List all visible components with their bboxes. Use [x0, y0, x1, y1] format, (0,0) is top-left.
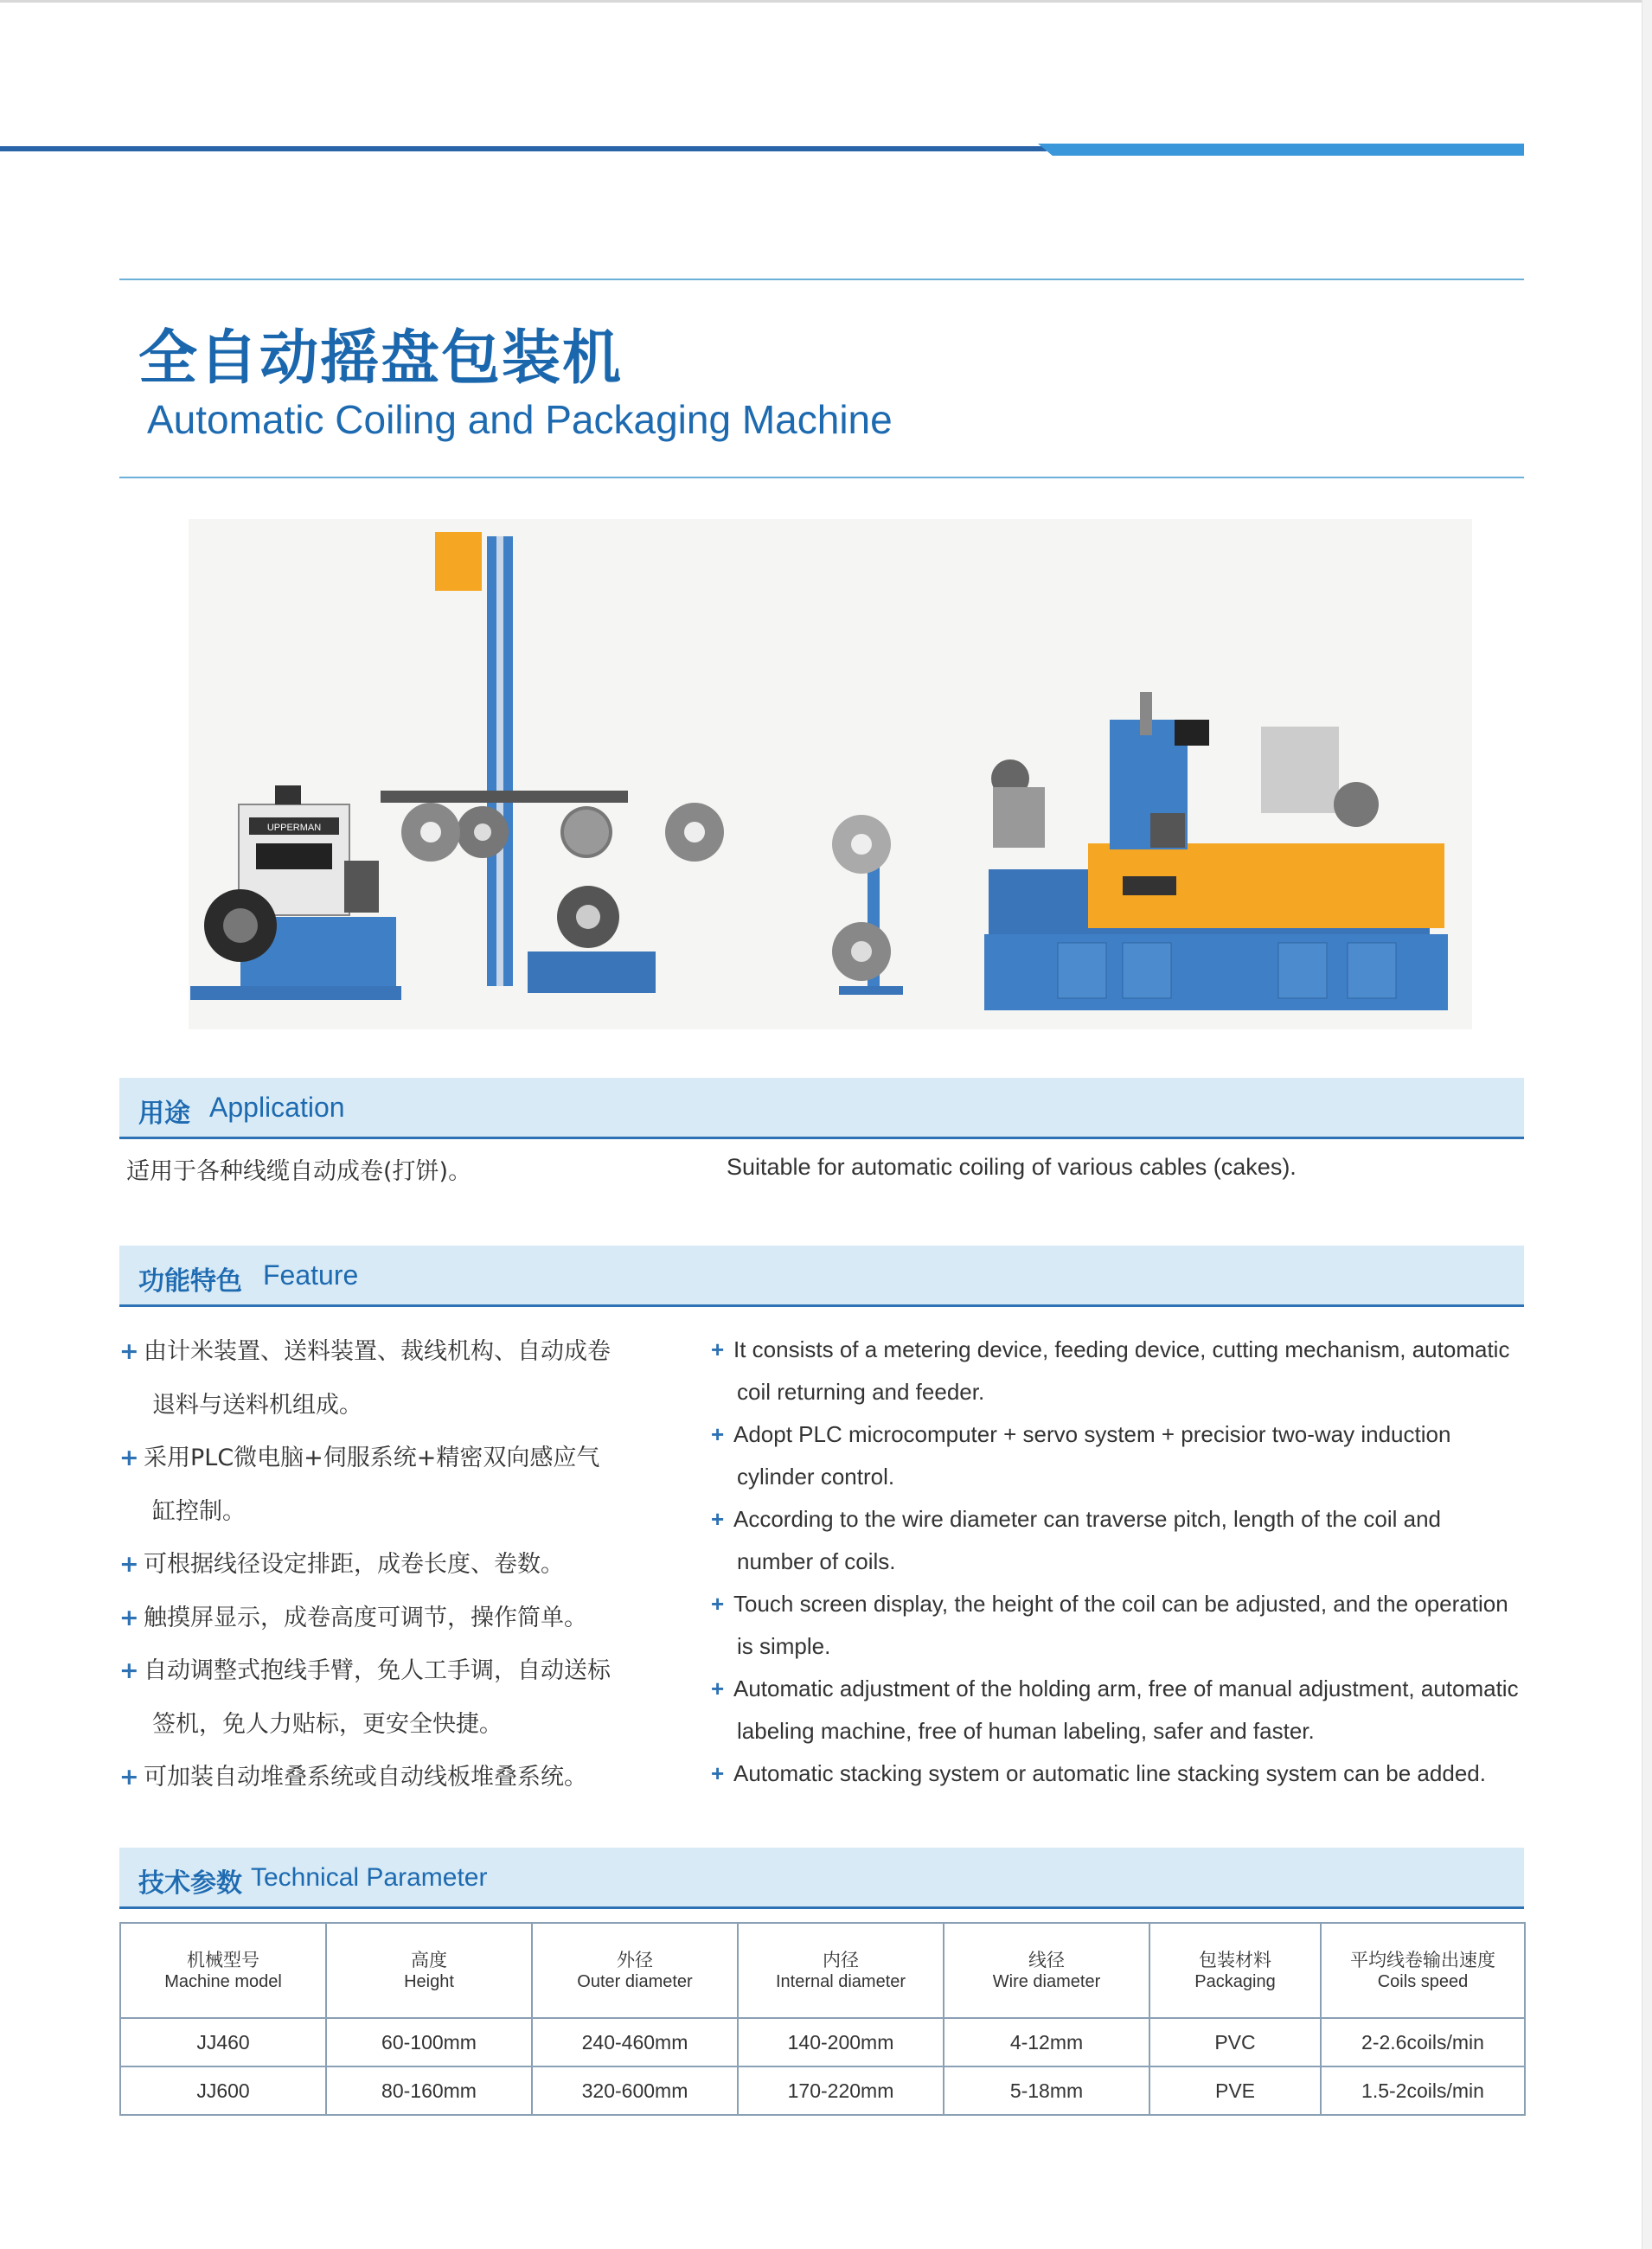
page-edge [1642, 0, 1652, 2249]
feature-item-cn: + 自动调整式抱线手臂，免人工手调，自动送标 签机，免人力贴标，更安全快捷。 [119, 1644, 690, 1751]
svg-text:UPPERMAN: UPPERMAN [266, 823, 322, 833]
plus-icon: + [711, 1421, 725, 1447]
table-cell: JJ600 [120, 2066, 326, 2115]
table-cell: 170-220mm [738, 2066, 944, 2115]
feature-item-en: + It consists of a metering device, feeding device, cutting mechanism, automatic coil returning and feeder. [711, 1329, 1524, 1413]
application-text-en: Suitable for automatic coiling of various cables (cakes). [727, 1154, 1297, 1180]
plus-icon: + [119, 1764, 139, 1791]
table-header-row [120, 1923, 1525, 2018]
coiling-packaging-machine [984, 692, 1448, 1010]
column-header: 内径 Internal diameter [738, 1923, 944, 2018]
table-cell: 2-2.6coils/min [1321, 2018, 1525, 2066]
feature-list-en [711, 1329, 1524, 1795]
feature-item-cn: + 触摸屏显示，成卷高度可调节，操作简单。 [119, 1592, 690, 1645]
application-heading-en: Application [209, 1092, 345, 1123]
technical-heading-en: Technical Parameter [251, 1863, 488, 1892]
table-cell: 320-600mm [532, 2066, 738, 2115]
table-cell: 80-160mm [326, 2066, 532, 2115]
plus-icon: + [711, 1676, 725, 1701]
column-header: 包装材料 Packaging [1149, 1923, 1321, 2018]
feature-section-header [119, 1246, 1524, 1307]
table-cell: 240-460mm [532, 2018, 738, 2066]
feature-heading-en: Feature [263, 1259, 359, 1291]
application-section-header [119, 1078, 1524, 1139]
plus-icon: + [711, 1760, 725, 1786]
column-header: 线径 Wire diameter [944, 1923, 1149, 2018]
column-header: 机械型号 Machine model [120, 1923, 326, 2018]
application-text-cn: 适用于各种线缆自动成卷(打饼)。 [126, 1158, 472, 1185]
table-row [120, 2018, 1525, 2066]
tension-tower [381, 532, 724, 993]
plus-icon: + [119, 1604, 139, 1631]
plus-icon: + [711, 1591, 725, 1617]
technical-parameter-table [119, 1922, 1526, 2116]
feature-item-cn: + 采用PLC微电脑+伺服系统+精密双向感应气 缸控制。 [119, 1432, 690, 1538]
table-cell: 1.5-2coils/min [1321, 2066, 1525, 2115]
page-top-border [0, 0, 1642, 3]
feature-item-cn: + 可根据线径设定排距，成卷长度、卷数。 [119, 1538, 690, 1592]
page-title-cn: 全自动摇盘包装机 [138, 324, 624, 393]
header-bar-dark [0, 146, 1047, 151]
header-bar [0, 144, 1524, 156]
plus-icon: + [119, 1657, 139, 1684]
feature-item-en: + Touch screen display, the height of the coil can be adjusted, and the operation is simple. [711, 1583, 1524, 1668]
plus-icon: + [119, 1338, 139, 1365]
feature-item-en: + Automatic adjustment of the holding arm, free of manual adjustment, automatic labeling machine, free of human labeling, safer and faster. [711, 1668, 1524, 1752]
machine-photo [189, 519, 1472, 1029]
table-cell: 140-200mm [738, 2018, 944, 2066]
technical-heading-cn: 技术参数 [138, 1868, 242, 1899]
plus-icon: + [119, 1445, 139, 1471]
wheel-stand [832, 815, 903, 995]
technical-section-header [119, 1848, 1524, 1909]
column-header: 外径 Outer diameter [532, 1923, 738, 2018]
plus-icon: + [119, 1551, 139, 1578]
table-cell: 5-18mm [944, 2066, 1149, 2115]
feature-item-en: + Adopt PLC microcomputer + servo system + precisior two-way induction cylinder control. [711, 1413, 1524, 1498]
feature-item-en: + Automatic stacking system or automatic line stacking system can be added. [711, 1752, 1524, 1795]
title-top-rule [119, 279, 1524, 280]
table-cell: JJ460 [120, 2018, 326, 2066]
feature-item-en: + According to the wire diameter can traverse pitch, length of the coil and number of coils. [711, 1498, 1524, 1583]
column-header: 高度 Height [326, 1923, 532, 2018]
metering-device [190, 785, 401, 1000]
header-bar-accent [1038, 144, 1524, 156]
table-row [120, 2066, 1525, 2115]
table-cell: PVC [1149, 2018, 1321, 2066]
table-cell: PVE [1149, 2066, 1321, 2115]
table-cell: 60-100mm [326, 2018, 532, 2066]
application-heading-cn: 用途 [138, 1099, 190, 1129]
feature-item-cn: + 可加装自动堆叠系统或自动线板堆叠系统。 [119, 1751, 690, 1804]
plus-icon: + [711, 1506, 725, 1532]
feature-heading-cn: 功能特色 [138, 1266, 242, 1297]
column-header: 平均线卷输出速度 Coils speed [1321, 1923, 1525, 2018]
feature-list-cn [119, 1325, 690, 1804]
plus-icon: + [711, 1336, 725, 1362]
feature-item-cn: + 由计米装置、送料装置、裁线机构、自动成卷 退料与送料机组成。 [119, 1325, 690, 1432]
page-title-en: Automatic Coiling and Packaging Machine [147, 397, 893, 442]
title-bottom-rule [119, 477, 1524, 478]
table-cell: 4-12mm [944, 2018, 1149, 2066]
